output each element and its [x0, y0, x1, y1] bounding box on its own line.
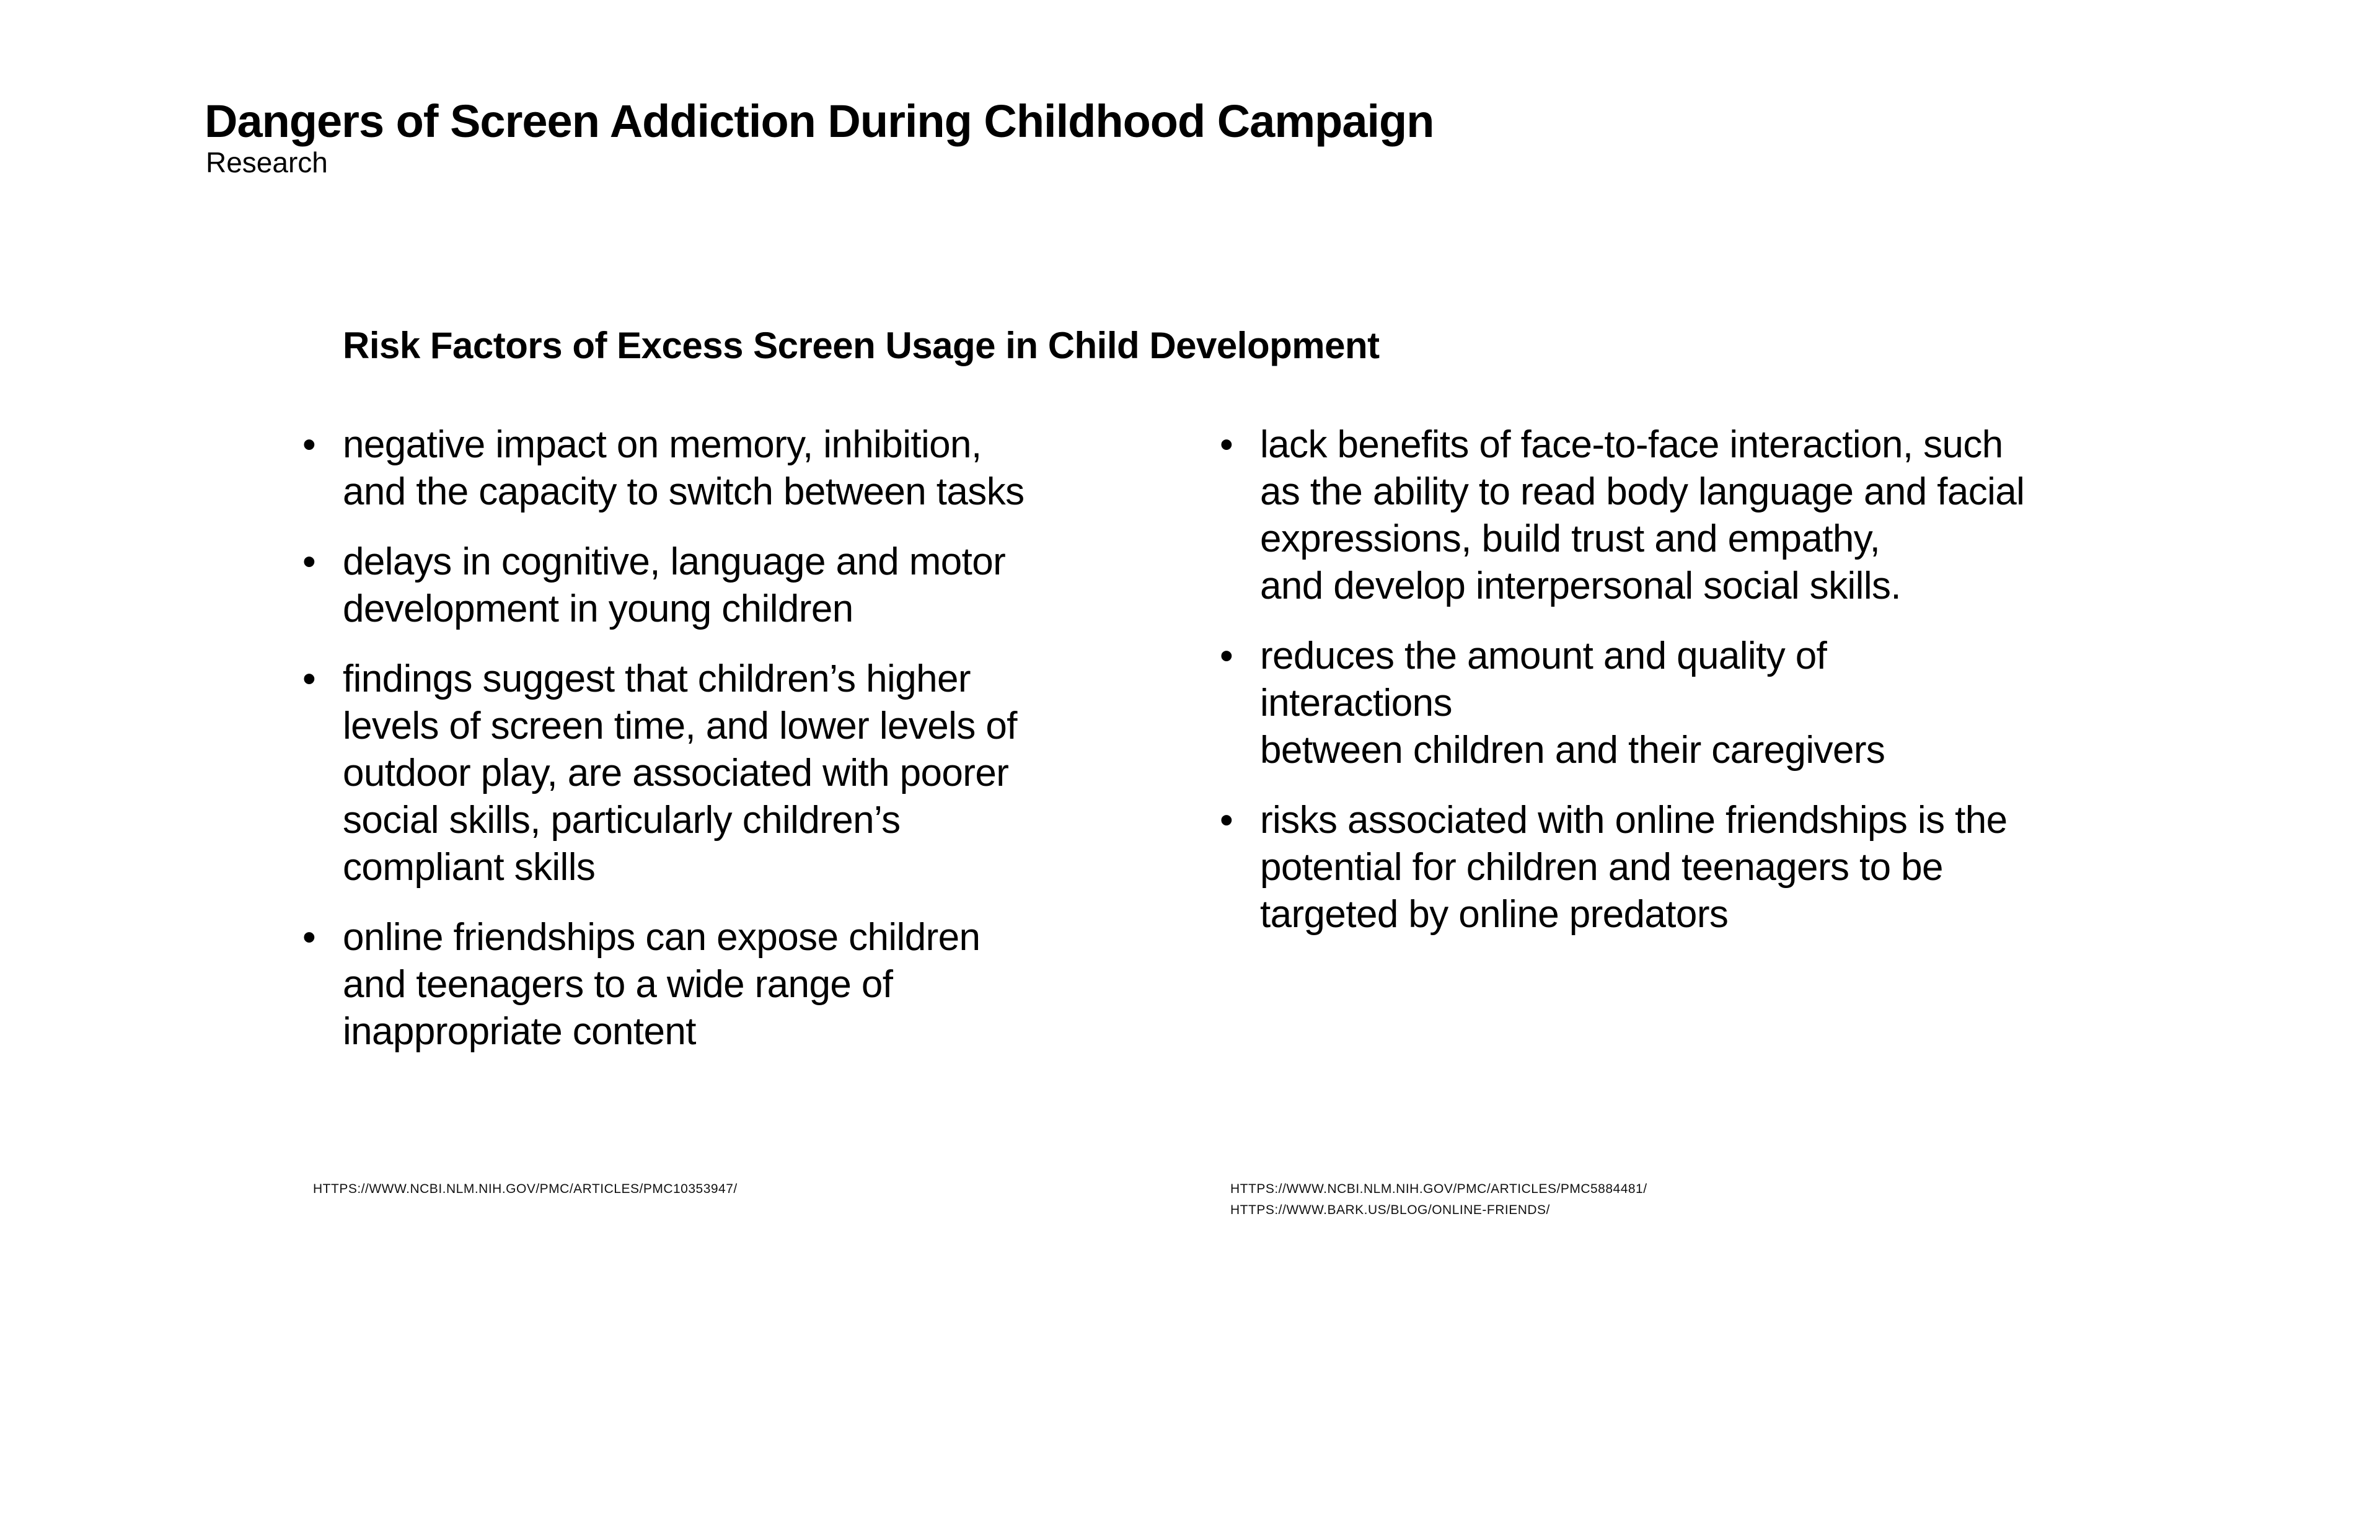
- right-bullet-list: [1220, 421, 2025, 961]
- page-title: Dangers of Screen Addiction During Childhood Campaign: [205, 95, 1434, 147]
- reference-link[interactable]: HTTPS://WWW.BARK.US/BLOG/ONLINE-FRIENDS/: [1230, 1203, 1550, 1217]
- bullet-text: negative impact on memory, inhibition, and the capacity to switch between tasks: [343, 423, 1025, 513]
- bullet-icon: •: [302, 540, 316, 583]
- list-item: [302, 656, 1108, 891]
- bullet-text: findings suggest that children’s higher levels of screen time, and lower levels of outdoor play, are associated with poorer social skills, particularly children’s compliant skills: [343, 658, 1017, 889]
- page-subtitle: Research: [206, 146, 328, 178]
- bullet-text: reduces the amount and quality of interactions between children and their caregivers: [1260, 635, 1885, 772]
- left-references: [313, 1179, 738, 1200]
- list-item: [1220, 797, 2025, 938]
- bullet-text: risks associated with online friendships is the potential for children and teenagers to be targeted by online predators: [1260, 799, 2008, 936]
- bullet-text: lack benefits of face-to-face interaction, such as the ability to read body language and facial expressions, build trust and empathy, and develop interpersonal social skills.: [1260, 423, 2025, 607]
- bullet-icon: •: [1220, 423, 1233, 466]
- list-item: [302, 914, 1108, 1055]
- list-item: [1220, 633, 2025, 774]
- bullet-icon: •: [1220, 799, 1233, 842]
- bullet-icon: •: [302, 423, 316, 466]
- bullet-icon: •: [302, 658, 316, 700]
- bullet-text: online friendships can expose children and teenagers to a wide range of inappropriate content: [343, 916, 981, 1053]
- list-item: [302, 421, 1108, 516]
- list-item: [302, 539, 1108, 633]
- list-item: [1220, 421, 2025, 610]
- reference-link[interactable]: HTTPS://WWW.NCBI.NLM.NIH.GOV/PMC/ARTICLES/PMC10353947/: [313, 1182, 738, 1196]
- bullet-text: delays in cognitive, language and motor development in young children: [343, 540, 1006, 630]
- reference-link[interactable]: HTTPS://WWW.NCBI.NLM.NIH.GOV/PMC/ARTICLES/PMC5884481/: [1230, 1182, 1647, 1196]
- bullet-icon: •: [1220, 635, 1233, 677]
- section-heading: Risk Factors of Excess Screen Usage in Child Development: [343, 325, 1380, 366]
- left-bullet-list: [302, 421, 1108, 1078]
- bullet-icon: •: [302, 916, 316, 959]
- right-references: [1230, 1179, 1647, 1221]
